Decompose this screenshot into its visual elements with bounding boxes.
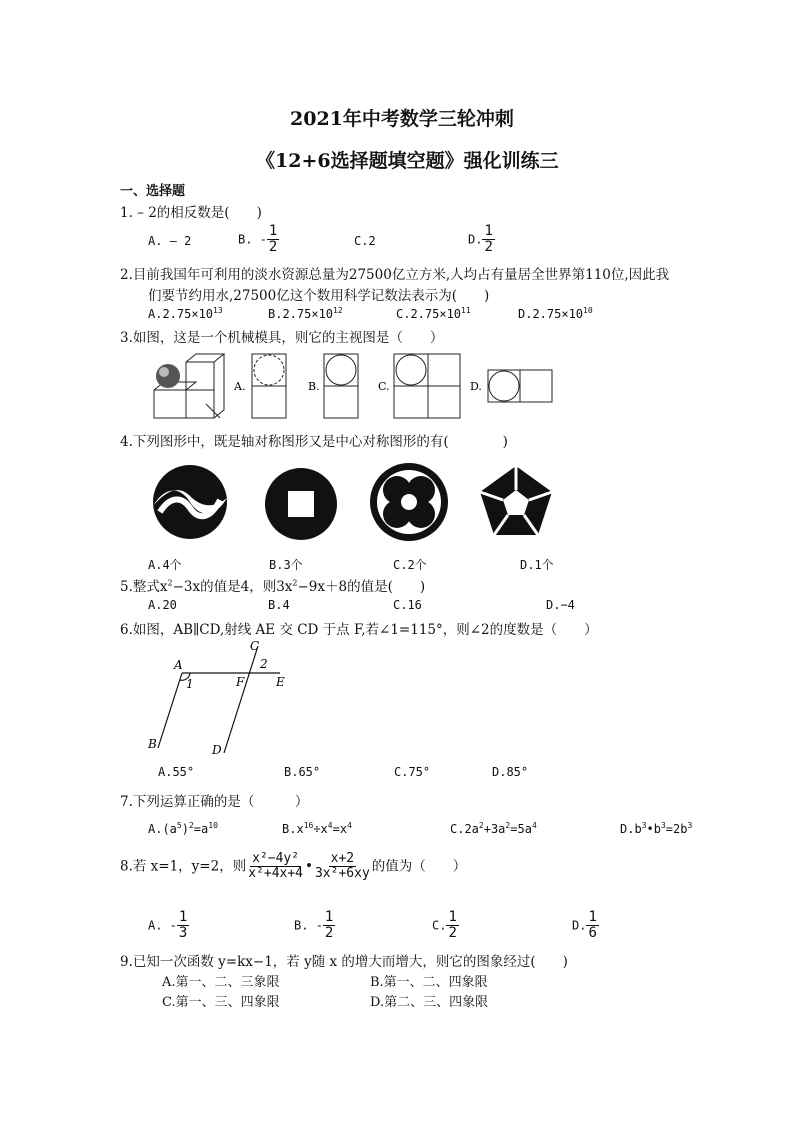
q5-stem: 5.整式$x^2-3x$的值是4，则$3x^2-9x+8$的值是( ) — [120, 578, 426, 595]
q3-label-a: A. — [234, 380, 246, 393]
q3-label-c: C. — [378, 380, 390, 393]
section-heading: 一、选择题 — [120, 184, 186, 199]
q2-option-d: $D.2.75\times 10^{10}$ — [518, 306, 593, 321]
q1-option-a: A. – 2 — [148, 234, 192, 248]
q2-stem-line1: 2.目前我国年可利用的淡水资源总量为27500亿立方米,人均占有量居全世界第110位,因此我 — [120, 267, 670, 283]
q5-option-a: A.20 — [148, 598, 177, 612]
svg-text:2: 2 — [260, 657, 268, 671]
q3-label-d: D. — [470, 380, 482, 393]
svg-text:C: C — [250, 639, 260, 653]
q8-option-c: C. $\frac{1}{2}$ — [432, 909, 457, 942]
svg-text:E: E — [276, 675, 285, 689]
q9-option-d: D.第二、三、四象限 — [370, 995, 489, 1010]
q8-option-a: A. - $\frac{1}{3}$ — [148, 909, 188, 942]
q4-option-b: B.3个 — [269, 558, 303, 572]
q4-figure-square — [265, 468, 337, 540]
q5-option-d: D.−4 — [546, 598, 575, 612]
q8-option-d: D. $\frac{1}{6}$ — [572, 909, 597, 942]
svg-text:1: 1 — [186, 677, 194, 691]
q8-option-b: B. - $\frac{1}{2}$ — [294, 909, 334, 942]
q2-option-c: $C.2.75\times 10^{11}$ — [396, 306, 471, 321]
q9-option-a: A.第一、二、三象限 — [162, 975, 280, 990]
q4-stem: 4.下列图形中，既是轴对称图形又是中心对称图形的有( ) — [120, 434, 508, 450]
q5-option-b: B.4 — [268, 598, 290, 612]
q4-option-c: C.2个 — [393, 558, 427, 572]
q3-label-b: B. — [308, 380, 320, 393]
q6-stem: 6.如图，AB∥CD,射线 AE 交 CD 于点 F,若∠1=115°，则∠2的度数是（ ） — [120, 622, 598, 638]
q3-stem: 3.如图，这是一个机械模具，则它的主视图是（ ） — [120, 330, 444, 346]
q4-figure-pentagon — [480, 466, 552, 535]
q7-option-b: $B.x^{16}\div x^4=x^4$ — [282, 821, 352, 836]
q5-option-c: C.16 — [393, 598, 422, 612]
q7-option-c: $C.2a^2+3a^2=5a^4$ — [450, 821, 537, 836]
q8-stem: 8.若 x=1，y=2，则 $\frac{\text{x²−4y²}}{\text{x²+4x+4}}$ • $\frac{x+2}{\text{3x²+6xy}}$ 的值为（ ） — [120, 851, 467, 882]
q6-option-d: D.85° — [492, 765, 529, 779]
q9-stem: 9.已知一次函数 y=kx−1，若 y随 x 的增大而增大，则它的图象经过( ) — [120, 954, 568, 970]
q4-option-a: A.4个 — [148, 558, 182, 572]
q3-figure — [148, 352, 568, 422]
q9-option-c: C.第一、三、四象限 — [162, 995, 280, 1010]
q4-option-d: D.1个 — [520, 558, 554, 572]
page-title: 2021年中考数学三轮冲刺 — [290, 108, 514, 130]
q6-option-a: A.55° — [158, 765, 195, 779]
q2-option-b: $B.2.75\times 10^{12}$ — [268, 306, 343, 321]
page-subtitle: 《12+6选择题填空题》强化训练三 — [256, 150, 559, 172]
q4-figure-wave — [153, 465, 227, 539]
svg-text:A: A — [174, 658, 183, 672]
q6-option-c: C.75° — [394, 765, 431, 779]
svg-text:F: F — [236, 675, 245, 689]
q1-option-c: C.2 — [354, 234, 376, 248]
q2-option-a: $A.2.75\times 10^{13}$ — [148, 306, 223, 321]
q7-option-d: $D.b^3•b^3=2b^3$ — [620, 821, 693, 836]
q7-option-a: $A.(a^5)^2=a^{10}$ — [148, 821, 218, 836]
svg-text:B: B — [148, 737, 157, 751]
q1-option-d: D. $\frac{1}{2}$ — [468, 223, 493, 256]
q9-option-b: B.第一、二、四象限 — [370, 975, 488, 990]
q4-figure-lobes — [370, 463, 448, 541]
q2-stem-line2: 们要节约用水,27500亿这个数用科学记数法表示为( ) — [148, 288, 490, 304]
q6-figure — [140, 638, 300, 758]
svg-text:D: D — [212, 743, 222, 757]
q7-stem: 7.下列运算正确的是（ ） — [120, 794, 309, 810]
q4-figures — [150, 462, 570, 542]
q1-option-b: B. - $\frac{1}{2}$ — [238, 223, 278, 256]
q6-option-b: B.65° — [284, 765, 321, 779]
q1-stem: 1. – 2的相反数是( ) — [120, 205, 262, 221]
